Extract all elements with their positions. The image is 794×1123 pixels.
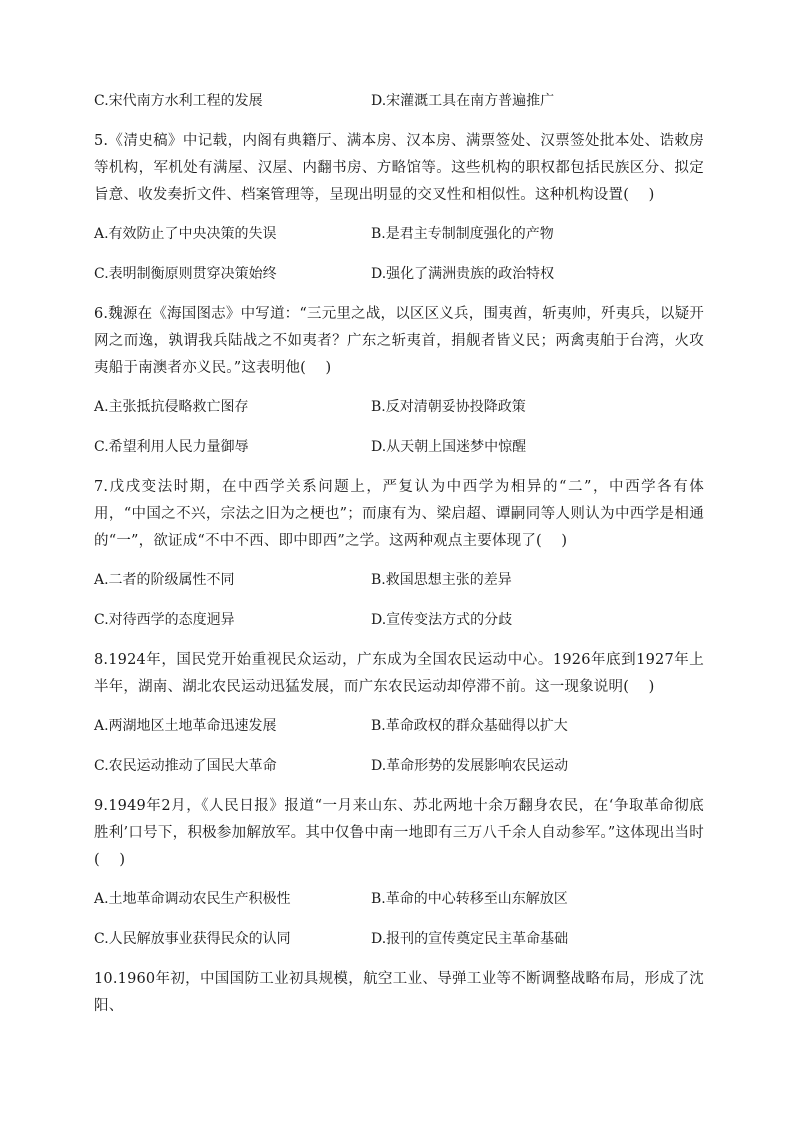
question-9 <box>94 793 704 966</box>
option-d[interactable]: D.宋灌溉工具在南方普遍推广 <box>371 93 555 109</box>
option-a[interactable]: A.二者的阶级属性不同 <box>94 572 235 588</box>
question-stem: 9.1949年2月，《人民日报》报道“一月来山东、苏北两地十余万翻身农民，在‘争取革命彻底胜利’口号下，积极参加解放军。其中仅鲁中南一地即有三万八千余人自动参军。”这体现出当时( ) <box>94 798 704 868</box>
option-a[interactable]: A.有效防止了中央决策的失误 <box>94 226 277 242</box>
option-b[interactable]: B.革命的中心转移至山东解放区 <box>371 891 568 907</box>
option-d[interactable]: D.宣传变法方式的分歧 <box>371 612 513 628</box>
question-options <box>94 713 704 793</box>
option-d[interactable]: D.革命形势的发展影响农民运动 <box>371 758 569 774</box>
question-options <box>94 221 704 301</box>
question-6 <box>94 301 704 474</box>
question-stem: 7.戊戌变法时期，在中西学关系问题上，严复认为中西学为相异的“二”，中西学各有体用，“中国之不兴，宗法之旧为之梗也”；而康有为、梁启超、谭嗣同等人则认为中西学是相通的“一”，欲证成“不中不西、即中即西”之学。这两种观点主要体现了( ) <box>94 479 704 549</box>
exam-page <box>94 88 704 1020</box>
question-stem: 8.1924年，国民党开始重视民众运动，广东成为全国农民运动中心。1926年底到1927年上半年，湖南、湖北农民运动迅猛发展，而广东农民运动却停滞不前。这一现象说明( ) <box>94 652 704 695</box>
q4-options <box>94 88 704 128</box>
option-c[interactable]: C.农民运动推动了国民大革命 <box>94 758 277 774</box>
option-b[interactable]: B.救国思想主张的差异 <box>371 572 512 588</box>
option-a[interactable]: A.土地革命调动农民生产积极性 <box>94 891 291 907</box>
question-8 <box>94 647 704 793</box>
option-b[interactable]: B.革命政权的群众基础得以扩大 <box>371 718 568 734</box>
question-stem: 10.1960年初，中国国防工业初具规模，航空工业、导弹工业等不断调整战略布局，形成了沈阳、 <box>94 971 704 1014</box>
option-b[interactable]: B.反对清朝妥协投降政策 <box>371 399 526 415</box>
option-d[interactable]: D.报刊的宣传奠定民主革命基础 <box>371 931 569 947</box>
question-stem: 5.《清史稿》中记载，内阁有典籍厅、满本房、汉本房、满票签处、汉票签处批本处、诰敕房等机构，军机处有满屋、汉屋、内翻书房、方略馆等。这些机构的职权都包括民族区分、拟定旨意、收发奏折文件、档案管理等，呈现出明显的交叉性和相似性。这种机构设置( ) <box>94 133 704 203</box>
option-c[interactable]: C.对待西学的态度迥异 <box>94 612 235 628</box>
option-d[interactable]: D.强化了满洲贵族的政治特权 <box>371 266 555 282</box>
question-options <box>94 886 704 966</box>
question-5 <box>94 128 704 301</box>
option-c[interactable]: C.人民解放事业获得民众的认同 <box>94 931 291 947</box>
question-options <box>94 567 704 647</box>
option-c[interactable]: C.表明制衡原则贯穿决策始终 <box>94 266 277 282</box>
question-stem: 6.魏源在《海国图志》中写道：“三元里之战，以区区义兵，围夷酋，斩夷帅，歼夷兵，以疑开网之而逸，孰谓我兵陆战之不如夷者？广东之斩夷首，捐舰者皆义民；两禽夷舶于台湾，火攻夷船于南澳者亦义民。”这表明他( ) <box>94 306 704 376</box>
option-d[interactable]: D.从天朝上国迷梦中惊醒 <box>371 439 527 455</box>
option-a[interactable]: A.两湖地区土地革命迅速发展 <box>94 718 277 734</box>
question-options <box>94 394 704 474</box>
option-c[interactable]: C.宋代南方水利工程的发展 <box>94 93 263 109</box>
option-b[interactable]: B.是君主专制制度强化的产物 <box>371 226 554 242</box>
question-7 <box>94 474 704 647</box>
question-10 <box>94 966 704 1020</box>
option-c[interactable]: C.希望利用人民力量御辱 <box>94 439 249 455</box>
option-a[interactable]: A.主张抵抗侵略救亡图存 <box>94 399 249 415</box>
